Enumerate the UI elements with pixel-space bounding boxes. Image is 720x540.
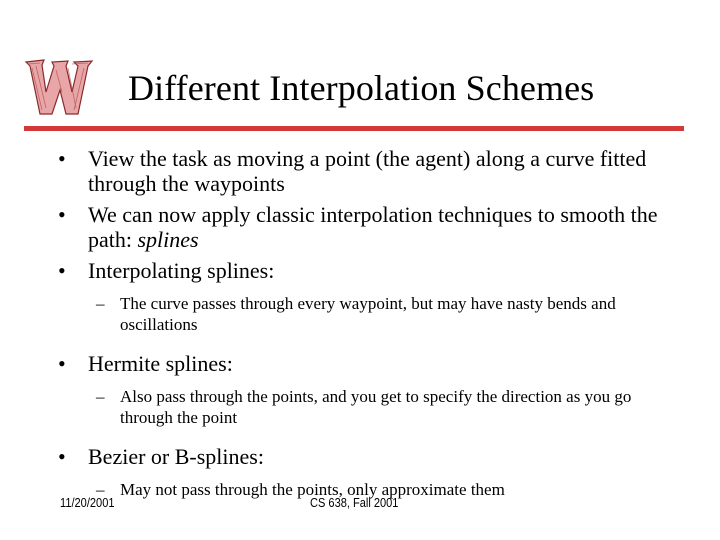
bullet-symbol: • [58, 444, 66, 469]
sub-bullet-text: May not pass through the points, only approximate them [120, 480, 505, 499]
footer-date: 11/20/2001 [60, 495, 115, 510]
bullet-item [58, 202, 688, 252]
bullet-text: Bezier or B-splines: [88, 444, 264, 469]
bullet-item [58, 444, 688, 469]
bullet-symbol: • [58, 351, 66, 376]
sub-bullet-symbol: – [96, 480, 105, 499]
bullet-item [58, 146, 688, 196]
sub-bullet-item [96, 386, 680, 428]
bullet-emphasis: splines [137, 227, 199, 252]
bullet-item [58, 351, 688, 376]
motion-w-logo-icon [22, 52, 94, 122]
sub-bullet-text: Also pass through the points, and you get to specify the direction as you go through the point [120, 387, 632, 427]
sub-bullet-symbol: – [96, 294, 105, 313]
bullet-symbol: • [58, 258, 66, 283]
slide-content [0, 146, 720, 516]
bullet-text: Hermite splines: [88, 351, 233, 376]
bullet-symbol: • [58, 202, 66, 227]
title-underline [24, 126, 684, 131]
slide-title: Different Interpolation Schemes [128, 68, 595, 108]
sub-bullet-item [96, 479, 680, 500]
bullet-text: We can now apply classic interpolation techniques to smooth the path: [88, 202, 658, 252]
bullet-text: Interpolating splines: [88, 258, 275, 283]
sub-bullet-text: The curve passes through every waypoint, but may have nasty bends and oscillations [120, 294, 616, 334]
bullet-item [58, 258, 688, 283]
footer-course: CS 638, Fall 2001 [310, 495, 399, 510]
sub-bullet-item [96, 293, 680, 335]
bullet-symbol: • [58, 146, 66, 171]
sub-bullet-symbol: – [96, 387, 105, 406]
bullet-text: View the task as moving a point (the agent) along a curve fitted through the waypoints [88, 146, 647, 196]
